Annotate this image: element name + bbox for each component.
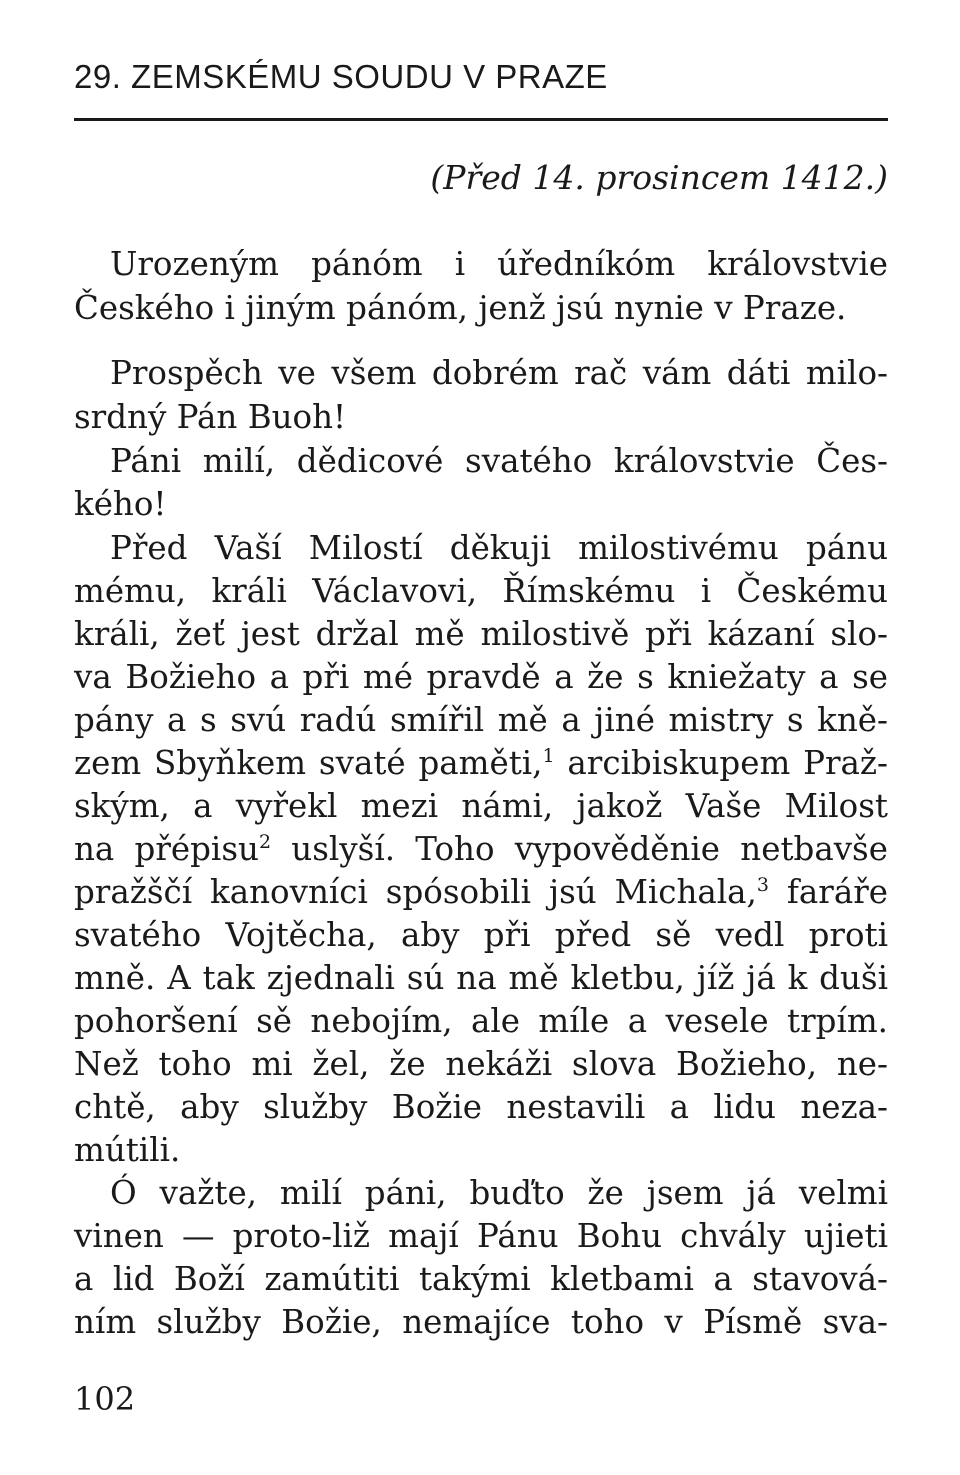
text-line: Páni milí, dědicové svatého královstvie Čes- [110, 442, 888, 480]
text-line: kého! [74, 485, 167, 523]
footnote-mark: 2 [258, 831, 272, 854]
text-line: ským, a vyřekl mezi námi, jakož Vaše Milost [74, 787, 888, 825]
text-segment: na přépisu [74, 830, 259, 868]
text-line: a lid Boží zamútiti takými kletbami a stavová- [74, 1260, 888, 1298]
text-line [74, 870, 888, 914]
text-line: pohoršení sě nebojím, ale míle a vesele trpím. [74, 1002, 888, 1040]
text-line: ním služby Božie, nemajíce toho v Písmě sva- [74, 1303, 888, 1341]
text-line: Urozeným pánóm i úředníkóm královstvie [110, 245, 888, 283]
text-line: svatého Vojtěcha, aby při před sě vedl proti [74, 916, 888, 954]
page-number: 102 [74, 1380, 136, 1418]
running-head: 29. ZEMSKÉMU SOUDU V PRAZE [74, 58, 608, 95]
text-line: Před Vaší Milostí děkuji milostivému pánu [110, 529, 888, 567]
footnote-mark: 3 [756, 874, 769, 897]
text-line: pány a s svú radú smířil mě a jiné mistry s kně- [74, 701, 888, 739]
text-line: Než toho mi žel, že nekáži slova Božieho, ne- [74, 1045, 888, 1083]
text-segment: faráře [786, 873, 888, 911]
text-segment: uslyší. Toho vypověděnie netbavše [291, 830, 888, 868]
text-line: vinen — proto-liž mají Pánu Bohu chvály ujieti [74, 1217, 888, 1255]
text-line: králi, žeť jest držal mě milostivě při kázaní slo- [74, 615, 888, 653]
text-line: Prospěch ve všem dobrém rač vám dáti milo- [110, 354, 888, 392]
dateline: (Před 14. prosincem 1412.) [430, 158, 888, 197]
text-line: Českého i jiným pánóm, jenž jsú nynie v Praze. [74, 289, 847, 327]
text-line: mému, králi Václavovi, Římskému i Českému [74, 572, 888, 610]
text-line: mútili. [74, 1131, 181, 1169]
text-line: va Božieho a při mé pravdě a že s kniežaty a se [74, 658, 888, 696]
footnote-mark: 1 [542, 745, 555, 768]
text-line [74, 741, 888, 785]
text-line [74, 827, 888, 871]
text-line: mně. A tak zjednali sú na mě kletbu, jíž já k duši [74, 959, 888, 997]
text-line: chtě, aby služby Božie nestavili a lidu neza- [74, 1088, 888, 1126]
text-line: srdný Pán Buoh! [74, 398, 347, 436]
text-segment: pražščí kanovníci spósobili jsú Michala, [74, 873, 757, 911]
text-line: Ó važte, milí páni, buďto že jsem já velmi [110, 1174, 888, 1212]
text-segment: arcibiskupem Praž- [567, 744, 888, 782]
header-rule [74, 118, 888, 121]
text-segment: zem Sbyňkem svaté paměti, [74, 744, 543, 782]
